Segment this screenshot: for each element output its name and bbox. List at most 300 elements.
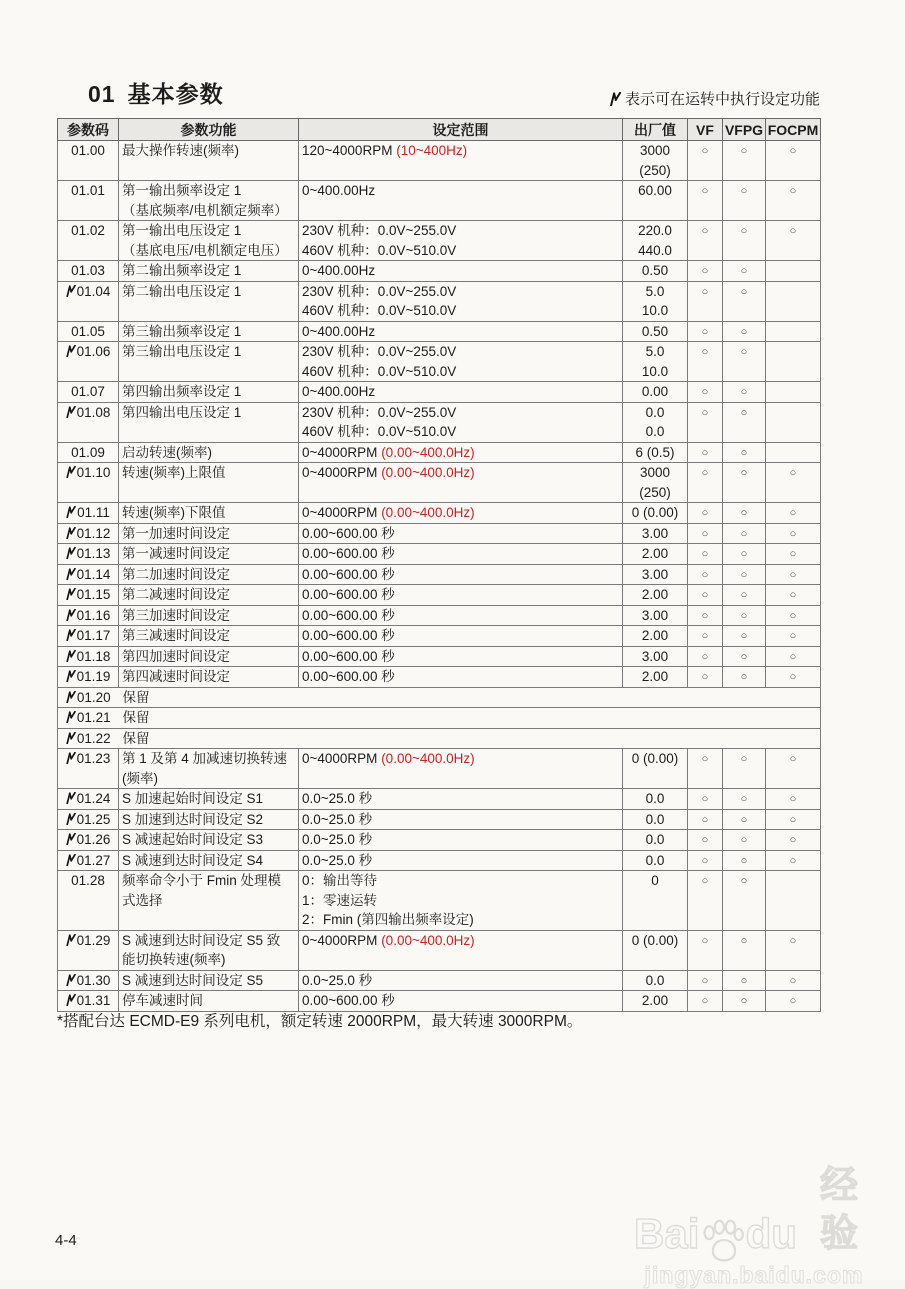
table-row [58,687,821,708]
vfpg-mark: ○ [723,281,766,321]
default-line: 440.0 [638,242,672,258]
param-code-text: 01.21 [76,710,111,725]
param-code-text: 01.03 [71,263,105,278]
param-range [299,789,623,810]
default-line: 6 (0.5) [635,444,675,460]
table-row [58,463,821,503]
watermark-url: jingyan.baidu.com [644,1262,864,1288]
table-row [58,708,821,729]
vfpg-mark: ○ [723,809,766,830]
run-mark-icon [66,691,76,703]
default-line: 2.00 [641,993,669,1008]
parameter-table [57,118,821,1012]
param-default [623,626,688,647]
range-line: 2：Fmin (第四输出频率设定) [302,912,474,927]
default-line: 2.00 [641,546,669,561]
default-line: 10.0 [641,363,669,379]
param-code [58,221,119,261]
param-range [299,850,623,871]
vfpg-mark: ○ [723,991,766,1012]
focpm-mark: ○ [766,646,821,667]
table-row [58,930,821,970]
run-mark-icon [66,345,76,357]
param-function [119,605,299,626]
vfpg-mark: ○ [723,523,766,544]
range-line: 0.0~25.0 秒 [302,972,373,988]
vfpg-mark: ○ [723,830,766,851]
focpm-mark: ○ [766,181,821,221]
range-red-text: (0.00~400.0Hz) [381,444,475,460]
function-line: 启动转速(频率) [122,444,212,460]
param-function [119,544,299,565]
param-code-text: 01.22 [76,730,111,746]
focpm-mark: ○ [766,605,821,626]
param-code [58,809,119,830]
param-range [299,523,623,544]
function-line: 转速(频率)上限值 [122,465,226,480]
param-range [299,667,623,688]
vf-mark: ○ [688,503,723,524]
range-line: 0~400.00Hz [302,263,376,278]
param-range [299,503,623,524]
function-line: 第二减速时间设定 [122,587,230,602]
range-line: 0.00~600.00 秒 [302,648,395,664]
param-default [623,261,688,282]
run-mark-icon [66,609,76,621]
vf-mark: ○ [688,564,723,585]
vfpg-mark: ○ [723,646,766,667]
section-title: 基本参数 [127,81,224,107]
vf-mark: ○ [688,281,723,321]
param-default [623,605,688,626]
table-row [58,442,821,463]
param-function [119,321,299,342]
focpm-mark: ○ [766,141,821,181]
run-mark-icon [66,732,76,744]
range-line: 120~4000RPM (10~400Hz) [302,143,468,158]
param-default [623,503,688,524]
default-line: 0.50 [641,323,669,339]
default-line: 0.50 [641,263,669,278]
param-code [58,970,119,991]
param-code [58,667,119,688]
range-line: 0.00~600.00 秒 [302,669,395,684]
vfpg-mark: ○ [723,585,766,606]
param-code-text: 01.10 [76,465,111,480]
table-row [58,181,821,221]
param-default [623,646,688,667]
run-mark-icon [66,506,76,518]
column-header-3: 出厂值 [623,119,688,141]
focpm-mark: ○ [766,221,821,261]
vfpg-mark: ○ [723,544,766,565]
run-mark-icon [66,833,76,845]
function-line: S 加速到达时间设定 S2 [122,811,264,827]
run-mark-icon [66,792,76,804]
param-code [58,687,119,708]
range-line: 0.00~600.00 秒 [302,525,395,541]
table-row [58,382,821,403]
focpm-mark: ○ [766,503,821,524]
param-range [299,281,623,321]
param-range [299,564,623,585]
range-line: 230V 机种：0.0V~255.0V [302,404,457,420]
param-default [623,402,688,442]
vfpg-mark: ○ [723,970,766,991]
run-mark-icon [66,466,76,478]
param-function [119,342,299,382]
column-header-1: 参数功能 [119,119,299,141]
range-line: 230V 机种：0.0V~255.0V [302,344,457,359]
vf-mark: ○ [688,442,723,463]
vfpg-mark: ○ [723,342,766,382]
param-default [623,523,688,544]
vf-mark: ○ [688,626,723,647]
param-code [58,141,119,181]
range-line: 230V 机种：0.0V~255.0V [302,223,457,238]
default-line: 0 [651,873,659,888]
param-code-text: 01.11 [77,505,110,520]
param-default [623,442,688,463]
focpm-mark: ○ [766,564,821,585]
focpm-mark [766,382,821,403]
run-mark-icon [66,994,76,1006]
run-mark-icon [66,854,76,866]
focpm-mark [766,342,821,382]
range-line: 0.0~25.0 秒 [302,811,373,827]
param-range [299,141,623,181]
legend-text: 表示可在运转中执行设定功能 [624,91,820,108]
param-default [623,544,688,565]
param-default [623,463,688,503]
param-default [623,342,688,382]
table-row [58,523,821,544]
watermark-brand [634,1162,874,1258]
paw-icon [700,1218,744,1264]
param-function [119,749,299,789]
function-line: 第四减速时间设定 [122,669,230,684]
run-mark-icon [66,406,76,418]
range-line: 0.00~600.00 秒 [302,607,395,623]
watermark [634,1162,874,1289]
range-line: 0~4000RPM (0.00~400.0Hz) [302,505,475,520]
default-line: 2.00 [641,669,669,684]
param-range [299,261,623,282]
default-line: (250) [639,484,671,500]
param-function [119,809,299,830]
function-line: 第一输出频率设定 1 [122,183,242,198]
default-line: (250) [639,162,671,178]
default-line: 0.0 [645,424,665,439]
vfpg-mark: ○ [723,503,766,524]
default-line: 3.00 [641,607,669,623]
default-line: 0 (0.00) [631,751,679,766]
focpm-mark: ○ [766,830,821,851]
range-line: 230V 机种：0.0V~255.0V [302,283,457,299]
param-default [623,850,688,871]
function-line: 第四输出电压设定 1 [122,404,242,420]
param-code-text: 01.06 [76,344,111,359]
param-code-text: 01.20 [76,689,111,705]
param-code [58,181,119,221]
param-function [119,442,299,463]
run-mark-icon [66,670,76,682]
param-function [119,789,299,810]
param-code-text: 01.15 [76,587,111,602]
function-line: 第四输出频率设定 1 [122,384,242,399]
range-line: 0~400.00Hz [302,384,376,399]
default-line: 3000 [639,465,671,480]
param-function [119,463,299,503]
default-line: 0.0 [645,972,665,988]
param-function [119,970,299,991]
vf-mark: ○ [688,544,723,565]
run-mark-icon [66,588,76,600]
param-function [119,930,299,970]
vf-mark: ○ [688,342,723,382]
param-code [58,585,119,606]
focpm-mark: ○ [766,970,821,991]
param-code [58,850,119,871]
param-function [119,281,299,321]
range-line: 0~400.00Hz [302,323,376,339]
param-code-text: 01.28 [71,873,105,888]
param-code-text: 01.07 [71,384,105,399]
vf-mark: ○ [688,646,723,667]
default-line: 0 (0.00) [631,932,679,948]
vfpg-mark: ○ [723,402,766,442]
range-line: 460V 机种：0.0V~510.0V [302,242,457,258]
vf-mark: ○ [688,749,723,789]
param-function [119,667,299,688]
vfpg-mark: ○ [723,382,766,403]
param-code-text: 01.16 [76,607,111,623]
default-line: 0.00 [641,384,669,399]
param-code [58,646,119,667]
function-line: 频率命令小于 Fmin 处理模 [122,873,282,888]
param-code-text: 01.26 [76,832,111,847]
function-line: S 减速起始时间设定 S3 [122,832,264,847]
default-line: 5.0 [645,344,665,359]
table-row [58,871,821,931]
param-function [119,181,299,221]
param-code-text: 01.25 [76,811,111,827]
param-default [623,382,688,403]
param-range [299,382,623,403]
param-function [119,564,299,585]
param-code [58,544,119,565]
param-function [119,991,299,1012]
vf-mark: ○ [688,261,723,282]
range-line: 0~4000RPM (0.00~400.0Hz) [302,932,475,948]
vf-mark: ○ [688,970,723,991]
default-line: 0.0 [645,404,665,420]
range-line: 0~4000RPM (0.00~400.0Hz) [302,444,475,460]
param-default [623,564,688,585]
run-mark-icon [66,285,76,297]
focpm-mark: ○ [766,850,821,871]
function-line: （基底电压/电机额定电压） [122,242,288,258]
table-row [58,402,821,442]
param-code [58,442,119,463]
focpm-mark: ○ [766,523,821,544]
function-line: 式选择 [122,892,163,908]
param-range [299,221,623,261]
table-row [58,749,821,789]
vf-mark: ○ [688,523,723,544]
table-row [58,970,821,991]
range-line: 0.0~25.0 秒 [302,832,373,847]
table-header-row [58,119,821,141]
param-code [58,321,119,342]
function-line: 第二输出频率设定 1 [122,263,242,278]
vfpg-mark: ○ [723,871,766,931]
param-function [119,382,299,403]
param-function [119,830,299,851]
param-code [58,789,119,810]
param-code-text: 01.01 [71,183,105,198]
range-red-text: (0.00~400.0Hz) [381,505,475,520]
function-line: 停车减速时间 [122,993,203,1008]
param-default [623,970,688,991]
function-line: 第四加速时间设定 [122,648,230,664]
param-code [58,871,119,931]
column-header-6: FOCPM [766,119,821,141]
default-line: 3000 [639,143,671,158]
table-row [58,809,821,830]
function-line: (频率) [122,770,158,786]
function-line: 第二输出电压设定 1 [122,283,242,299]
function-line: 第三减速时间设定 [122,628,230,643]
param-default [623,830,688,851]
vfpg-mark: ○ [723,850,766,871]
vf-mark: ○ [688,382,723,403]
param-range [299,442,623,463]
param-function [119,261,299,282]
table-row [58,789,821,810]
default-line: 0.0 [645,791,665,806]
param-default [623,321,688,342]
table-row [58,342,821,382]
function-line: 第一减速时间设定 [122,546,230,561]
legend-note [609,88,820,109]
vf-mark: ○ [688,463,723,503]
focpm-mark: ○ [766,585,821,606]
range-line: 0.00~600.00 秒 [302,628,395,643]
param-code-text: 01.30 [76,972,111,988]
param-range [299,871,623,931]
function-line: 第三加速时间设定 [122,607,230,623]
vf-mark: ○ [688,809,723,830]
table-row [58,728,821,749]
param-default [623,871,688,931]
table-row [58,667,821,688]
param-code-text: 01.08 [76,404,111,420]
range-red-text: (0.00~400.0Hz) [381,932,475,948]
default-line: 3.00 [641,648,669,664]
vfpg-mark: ○ [723,605,766,626]
param-code [58,342,119,382]
range-line: 0：输出等待 [302,873,378,888]
table-row [58,261,821,282]
vfpg-mark: ○ [723,667,766,688]
default-line: 2.00 [641,587,669,602]
vf-mark: ○ [688,789,723,810]
param-range [299,646,623,667]
param-code-text: 01.27 [76,852,111,868]
function-line: S 减速到达时间设定 S4 [122,852,264,868]
range-line: 1：零速运转 [302,892,378,908]
vf-mark: ○ [688,141,723,181]
vfpg-mark: ○ [723,442,766,463]
default-line: 10.0 [641,303,669,318]
watermark-brand-post: du [745,1210,797,1257]
param-range [299,991,623,1012]
param-range [299,544,623,565]
run-mark-icon [66,752,76,764]
focpm-mark: ○ [766,544,821,565]
run-mark-icon [66,813,76,825]
param-code-text: 01.31 [76,993,111,1008]
vfpg-mark: ○ [723,261,766,282]
param-default [623,991,688,1012]
param-default [623,181,688,221]
param-code-text: 01.29 [76,932,111,948]
param-range [299,809,623,830]
focpm-mark [766,402,821,442]
column-header-0: 参数码 [58,119,119,141]
default-line: 3.00 [641,525,669,541]
param-default [623,221,688,261]
run-mark-icon [609,92,622,106]
vf-mark: ○ [688,221,723,261]
vfpg-mark: ○ [723,463,766,503]
run-mark-icon [66,527,76,539]
param-code-text: 01.00 [71,143,105,158]
default-line: 5.0 [645,283,665,299]
param-code-text: 01.05 [71,323,105,339]
param-code-text: 01.04 [76,283,111,299]
param-default [623,281,688,321]
param-code-text: 01.12 [76,525,111,541]
column-header-4: VF [688,119,723,141]
watermark-brand-pre: Bai [634,1210,700,1257]
param-range [299,930,623,970]
param-default [623,667,688,688]
param-function [119,523,299,544]
run-mark-icon [66,629,76,641]
range-line: 460V 机种：0.0V~510.0V [302,424,457,439]
default-line: 0.0 [645,852,665,868]
param-code-text: 01.02 [71,223,105,238]
function-line: 能切换转速(频率) [122,952,226,967]
range-line: 0.0~25.0 秒 [302,791,373,806]
vf-mark: ○ [688,605,723,626]
table-row [58,850,821,871]
table-row [58,626,821,647]
table-row [58,281,821,321]
run-mark-icon [66,568,76,580]
run-mark-icon [66,650,76,662]
vf-mark: ○ [688,585,723,606]
table-row [58,503,821,524]
param-function [119,850,299,871]
focpm-mark: ○ [766,667,821,688]
focpm-mark [766,442,821,463]
range-red-text: (0.00~400.0Hz) [381,751,475,766]
range-line: 0.0~25.0 秒 [302,852,373,868]
vf-mark: ○ [688,991,723,1012]
